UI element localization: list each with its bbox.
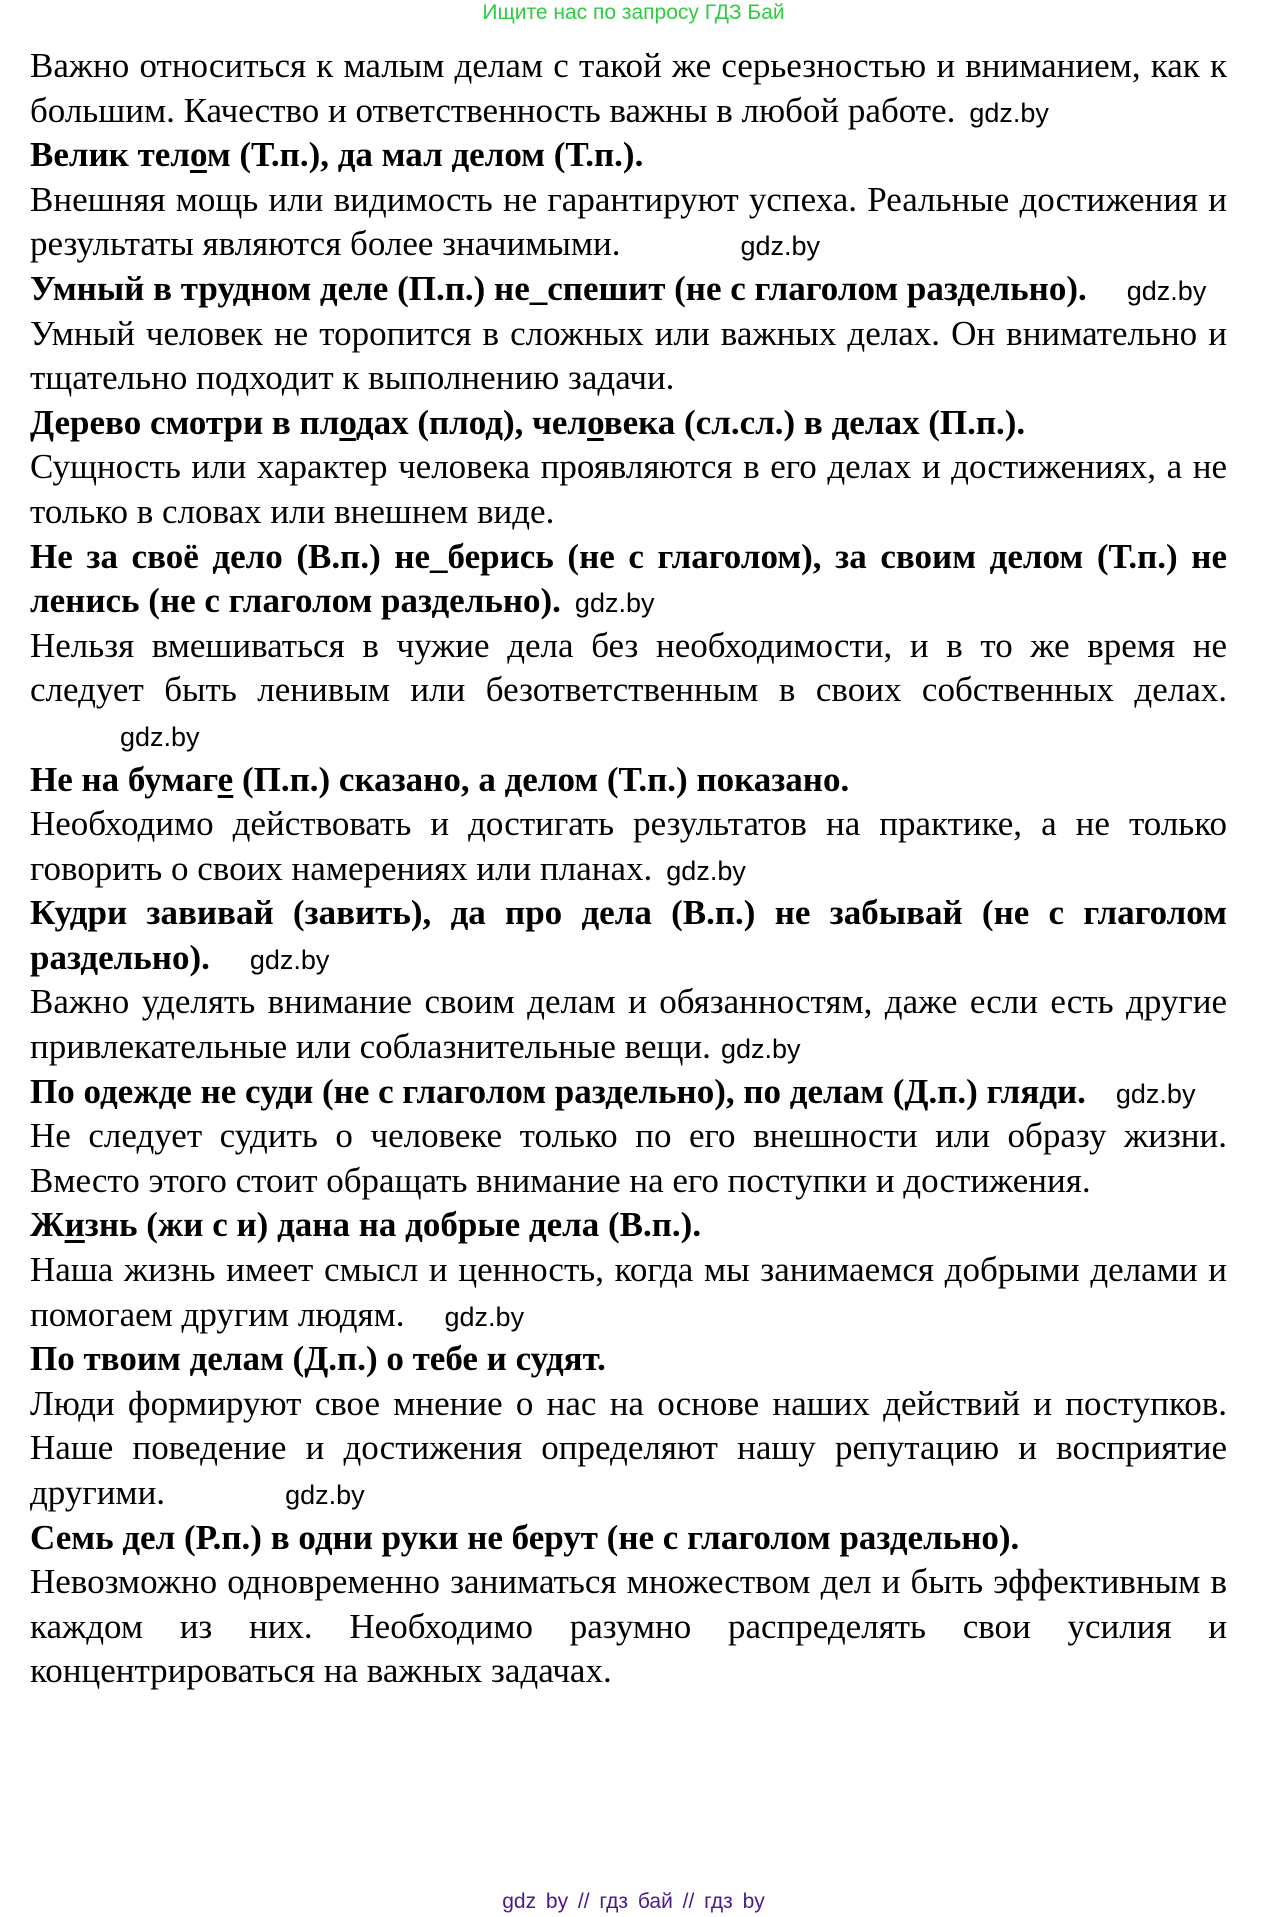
underlined-letter: о: [189, 135, 207, 175]
explanation-paragraph: [30, 624, 1227, 758]
footer-watermark: gdz by // гдз бай // гдз by: [502, 1890, 765, 1913]
underlined-letter: и: [64, 1205, 85, 1245]
text-segment: века (сл.сл.) в делах (П.п.).: [603, 402, 1026, 442]
explanation-paragraph: [30, 178, 1227, 267]
text-segment: Умный в трудном деле (П.п.) не_спешит (не с глаголом раздельно).: [30, 268, 1087, 308]
explanation-paragraph: [30, 1114, 1227, 1203]
proverb-heading: [30, 1337, 1227, 1382]
text-segment: Не следует судить о человеке только по его внешности или образу жизни. Вместо этого стоит обращать внимание на его поступки и достижения.: [30, 1116, 1227, 1200]
underlined-letter: о: [587, 402, 604, 442]
text-segment: Велик тел: [30, 135, 190, 175]
explanation-paragraph: [30, 1560, 1227, 1694]
text-segment: Важно относиться к малым делам с такой же серьезностью и вниманием, как к большим. Качество и ответственность важны в любой работе.: [30, 46, 1227, 130]
gdz-watermark: gdz.by: [666, 855, 746, 886]
proverb-heading: [30, 535, 1227, 624]
text-segment: Нельзя вмешиваться в чужие дела без необходимости, и в то же время не следует быть ленивым или безответственным в своих собственных делах.: [30, 625, 1227, 710]
text-segment: Сущность или характер человека проявляются в его делах и достижениях, а не только в словах или внешнем виде.: [30, 447, 1227, 531]
gdz-watermark: gdz.by: [120, 721, 200, 752]
explanation-paragraph: [30, 312, 1227, 401]
text-segment: Умный человек не торопится в сложных или важных делах. Он внимательно и тщательно подходит к выполнению задачи.: [30, 313, 1227, 398]
proverb-heading: [30, 1070, 1227, 1115]
text-segment: По твоим делам (Д.п.) о тебе и судят.: [30, 1339, 606, 1379]
proverb-heading: [30, 758, 1227, 803]
text-segment: По одежде не суди (не с глаголом раздельно), по делам (Д.п.) гляди.: [30, 1071, 1086, 1111]
proverb-heading: [30, 891, 1227, 980]
gdz-watermark: gdz.by: [1115, 1078, 1196, 1109]
explanation-paragraph: [30, 1248, 1227, 1337]
gdz-watermark: gdz.by: [1126, 275, 1207, 306]
text-segment: Ж: [30, 1205, 65, 1245]
document-body: [30, 44, 1227, 1694]
gdz-watermark: gdz.by: [720, 1034, 801, 1065]
proverb-heading: [30, 401, 1227, 446]
proverb-heading: [30, 267, 1227, 312]
gdz-watermark: gdz.by: [740, 231, 821, 262]
text-segment: Важно уделять внимание своим делам и обязанностям, даже если есть другие привлекательные или соблазнительные вещи.: [30, 982, 1227, 1067]
text-segment: м (Т.п.), да мал делом (Т.п.).: [206, 135, 644, 175]
gdz-watermark: gdz.by: [285, 1480, 365, 1510]
proverb-heading: [30, 133, 1227, 178]
gdz-watermark: gdz.by: [249, 944, 330, 975]
search-banner: Ищите нас по запросу ГДЗ Бай: [482, 1, 785, 24]
text-segment: Не на бумаг: [30, 759, 218, 799]
text-segment: Кудри завивай (завить), да про дела (В.п.) не забывай (не с глаголом раздельно).: [30, 893, 1227, 977]
gdz-watermark: gdz.by: [969, 97, 1049, 128]
text-segment: Семь дел (Р.п.) в одни руки не берут (не с глаголом раздельно).: [30, 1517, 1020, 1557]
proverb-heading: [30, 1516, 1227, 1561]
gdz-watermark: gdz.by: [574, 588, 655, 619]
gdz-watermark: gdz.by: [444, 1301, 525, 1332]
text-segment: Люди формируют свое мнение о нас на основе наших действий и поступков. Наше поведение и достижения определяют нашу репутацию и восприятие другими.: [30, 1383, 1227, 1512]
explanation-paragraph: [30, 44, 1227, 133]
text-segment: знь (жи с и) дана на добрые дела (В.п.).: [84, 1205, 702, 1245]
explanation-paragraph: [30, 980, 1227, 1069]
explanation-paragraph: [30, 445, 1227, 534]
underlined-letter: о: [339, 402, 356, 442]
text-segment: Внешняя мощь или видимость не гарантируют успеха. Реальные достижения и результаты являются более значимыми.: [30, 179, 1227, 264]
proverb-heading: [30, 1203, 1227, 1248]
text-segment: Необходимо действовать и достигать результатов на практике, а не только говорить о своих намерениях или планах.: [30, 804, 1227, 888]
explanation-paragraph: [30, 802, 1227, 891]
underlined-letter: е: [217, 759, 234, 799]
text-segment: (П.п.) сказано, а делом (Т.п.) показано.: [233, 759, 850, 799]
text-segment: дах (плод), чел: [355, 402, 588, 442]
text-segment: Наша жизнь имеет смысл и ценность, когда мы занимаемся добрыми делами и помогаем другим людям.: [30, 1250, 1227, 1334]
text-segment: Невозможно одновременно заниматься множеством дел и быть эффективным в каждом из них. Необходимо разумно распределять свои усилия и концентрироваться на важных задачах.: [30, 1562, 1227, 1691]
explanation-paragraph: [30, 1382, 1227, 1516]
text-segment: Дерево смотри в пл: [30, 402, 340, 442]
text-segment: Не за своё дело (В.п.) не_берись (не с глаголом), за своим делом (Т.п.) не ленись (не с глаголом раздельно).: [30, 536, 1227, 621]
